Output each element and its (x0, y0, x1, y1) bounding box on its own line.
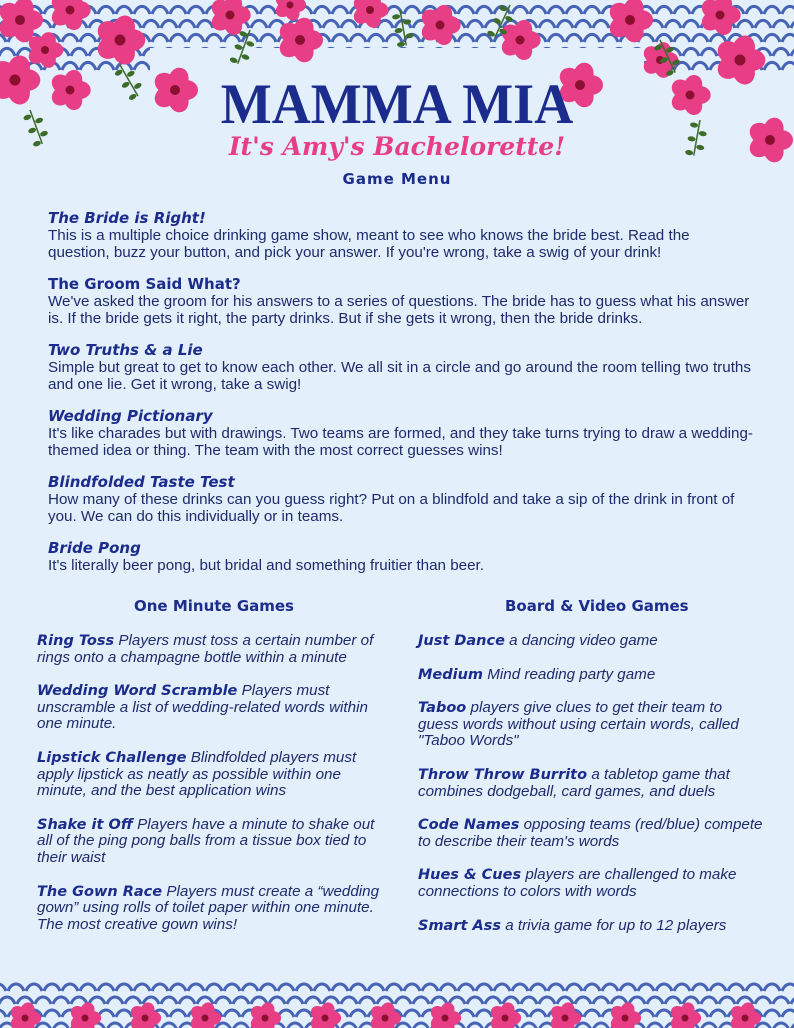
game-description: Simple but great to get to know each other. We all sit in a circle and go around the room telling two truths and one lie. Get it wrong, take a swig! (48, 359, 751, 393)
game-description: How many of these drinks can you guess right? Put on a blindfold and take a sip of the drink in front of you. We can do this individually or in teams. (48, 491, 735, 525)
page-subtitle: It's Amy's Bachelorette! (228, 132, 566, 161)
hibiscus-flower-icon (608, 1001, 641, 1028)
game-item (48, 408, 754, 459)
game-description: This is a multiple choice drinking game show, meant to see who knows the bride best. Read the question, buzz your button, and pick your answer. If you're wrong, take a swig of your drink! (48, 227, 690, 261)
game-item (48, 276, 754, 327)
game-description: We've asked the groom for his answers to a series of questions. The bride has to guess what his answer is. If the bride gets it right, the party drinks. But if she gets it wrong, then the bride drinks. (48, 293, 750, 327)
hibiscus-flower-icon (728, 1001, 761, 1028)
game-menu-label: Game Menu (342, 170, 452, 188)
item-name: Medium (418, 666, 484, 683)
hibiscus-flower-icon (428, 1001, 461, 1028)
game-item (48, 540, 754, 574)
item-description: Players must unscramble a list of wedding-related words within one minute. (37, 682, 368, 733)
game-list (48, 210, 754, 589)
item-name: Smart Ass (418, 917, 501, 934)
hibiscus-flower-icon (308, 1001, 341, 1028)
item-description: Players must create a “wedding gown” using rolls of toilet paper within one minute. The most creative gown wins! (37, 882, 380, 933)
page-title: MAMMA MIA (220, 72, 574, 136)
game-name: Bride Pong (48, 539, 141, 557)
game-name: Two Truths & a Lie (48, 341, 203, 359)
item-name: Taboo (418, 700, 467, 717)
item-name: Wedding Word Scramble (37, 683, 238, 700)
hibiscus-flower-icon (68, 1001, 101, 1028)
hibiscus-flower-icon (188, 1001, 221, 1028)
item-name: Lipstick Challenge (37, 749, 187, 766)
item-description: a dancing video game (509, 632, 658, 649)
column-heading: Board & Video Games (505, 597, 689, 615)
item-name: Ring Toss (37, 633, 115, 649)
list-item (418, 700, 763, 750)
hibiscus-flower-icon (248, 1001, 281, 1028)
flower-tile-border-icon (0, 970, 794, 1028)
column-heading: One Minute Games (134, 597, 294, 615)
item-description: opposing teams (red/blue) compete to describe their team's words (418, 816, 763, 850)
hibiscus-flower-icon (368, 1001, 401, 1028)
item-name: Throw Throw Burrito (418, 766, 588, 783)
item-description: a tabletop game that combines dodgeball, card games, and duels (418, 765, 730, 800)
game-description: It's literally beer pong, but bridal and something fruitier than beer. (48, 557, 484, 574)
list-item (37, 884, 382, 934)
item-name: Just Dance (418, 633, 505, 649)
item-name: Code Names (418, 817, 520, 834)
bottom-floral-border (0, 970, 794, 1028)
item-description: Mind reading party game (487, 665, 656, 683)
list-item (37, 750, 382, 800)
list-item (418, 667, 763, 684)
game-name: The Bride is Right! (48, 209, 206, 227)
item-description: players give clues to get their team to guess words without using certain words, called "Taboo Words" (418, 699, 739, 750)
hibiscus-flower-icon (548, 1001, 581, 1028)
game-description: It's like charades but with drawings. Two teams are formed, and they take turns trying to draw a wedding-themed idea or thing. The team with the most correct guesses wins! (48, 425, 753, 459)
hibiscus-flower-icon (8, 1001, 41, 1028)
header (0, 74, 794, 188)
item-description: Blindfolded players must apply lipstick as neatly as possible within one minute, and the best application wins (37, 748, 357, 800)
item-name: Hues & Cues (418, 867, 522, 884)
list-item (37, 683, 382, 733)
item-name: The Gown Race (37, 883, 163, 900)
list-item (37, 817, 382, 867)
list-item (37, 633, 382, 666)
list-item (418, 767, 763, 800)
game-name: The Groom Said What? (48, 275, 241, 293)
list-item (418, 633, 763, 650)
one-minute-games-column (37, 597, 382, 950)
list-item (418, 867, 763, 900)
game-item (48, 342, 754, 393)
game-name: Wedding Pictionary (48, 407, 213, 425)
game-name: Blindfolded Taste Test (48, 473, 235, 491)
hibiscus-flower-icon (668, 1001, 701, 1028)
hibiscus-flower-icon (488, 1001, 521, 1028)
game-item (48, 474, 754, 525)
item-name: Shake it Off (37, 816, 133, 833)
item-description: players are challenged to make connections to colors with words (418, 866, 737, 900)
item-description: Players have a minute to shake out all of the ping pong balls from a tissue box tied to their waist (37, 815, 375, 866)
list-item (418, 817, 763, 850)
hibiscus-flower-icon (128, 1001, 161, 1028)
item-description: Players must toss a certain number of rings onto a champagne bottle within a minute (37, 632, 374, 666)
board-video-games-column (418, 597, 763, 951)
item-description: a trivia game for up to 12 players (505, 916, 727, 934)
list-item (418, 918, 763, 935)
game-item (48, 210, 754, 261)
